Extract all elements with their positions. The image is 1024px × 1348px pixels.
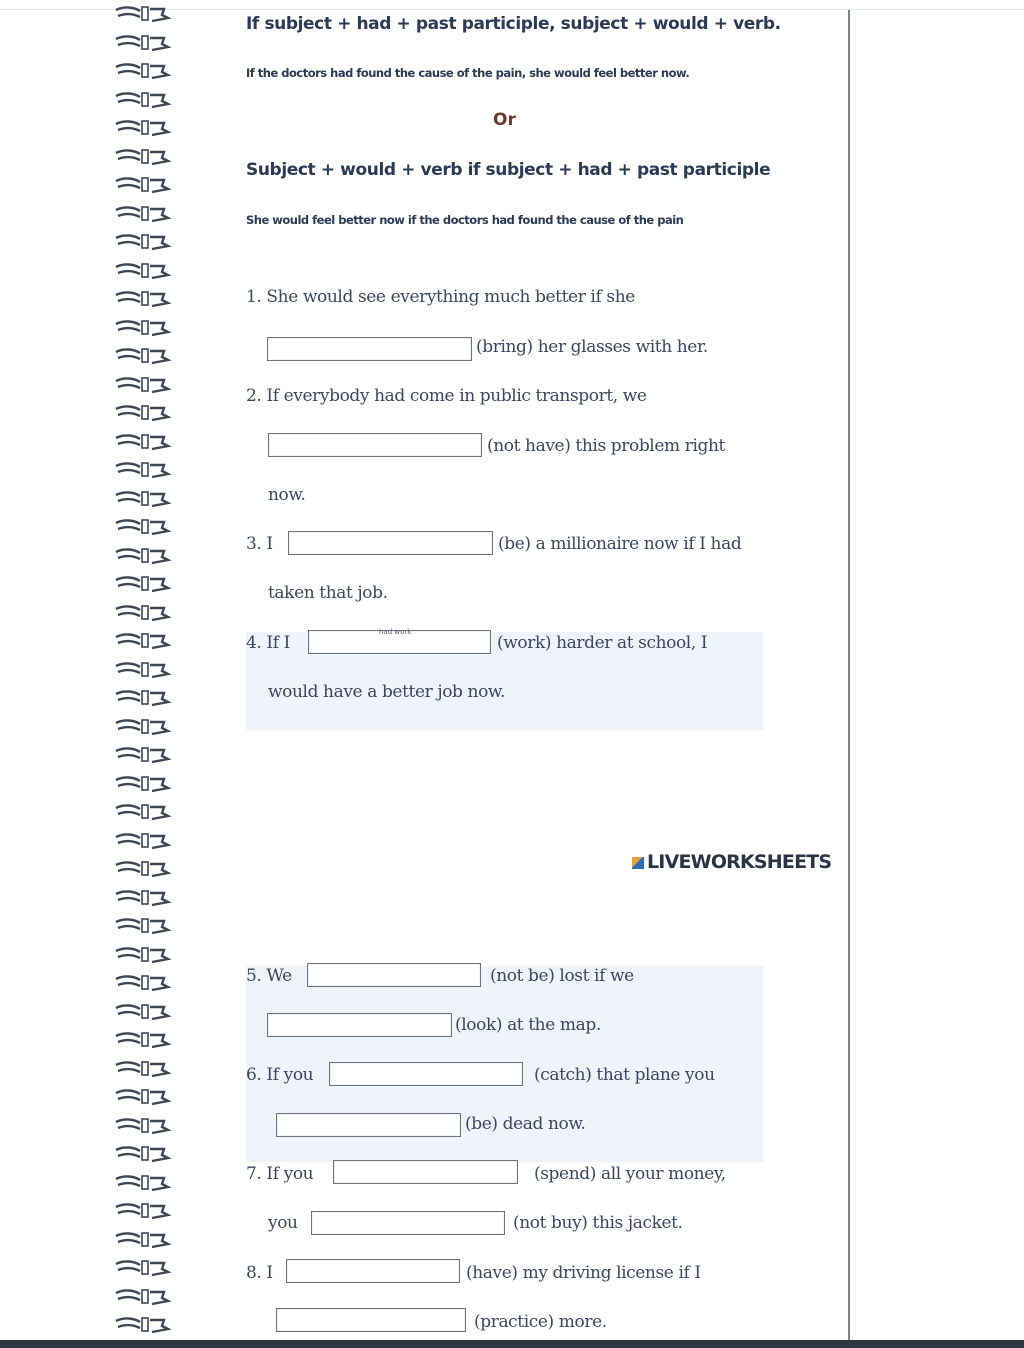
q5-hint-1: (not be) lost if we [490,966,634,986]
spiral-coil [112,859,172,879]
spiral-coil [112,660,172,680]
spiral-binding [112,0,172,1345]
spiral-coil [112,1315,172,1335]
q7-hint-2: (not buy) this jacket. [513,1213,683,1233]
spiral-coil [112,289,172,309]
spiral-coil [112,973,172,993]
q8-hint-2: (practice) more. [474,1312,607,1332]
spiral-coil [112,4,172,24]
spiral-coil [112,147,172,167]
spiral-coil [112,204,172,224]
spiral-coil [112,1201,172,1221]
spiral-coil [112,517,172,537]
spiral-coil [112,603,172,623]
example-sentence-1: If the doctors had found the cause of the pain, she would feel better now. [246,66,690,80]
spiral-coil [112,90,172,110]
q7-hint-1: (spend) all your money, [534,1164,726,1184]
q2-answer-input[interactable] [268,433,482,457]
q3-text-end: taken that job. [268,583,388,603]
q2-text: 2. If everybody had come in public transport, we [246,386,647,406]
spiral-coil [112,261,172,281]
q1-hint: (bring) her glasses with her. [476,337,708,357]
spiral-coil [112,574,172,594]
spiral-coil [112,375,172,395]
q5-answer-input-2[interactable] [267,1013,452,1037]
spiral-coil [112,688,172,708]
q6-answer-input-1[interactable] [329,1062,523,1086]
q8-hint-1: (have) my driving license if I [466,1263,701,1283]
spiral-coil [112,489,172,509]
or-label: Or [493,110,516,130]
grammar-rule-2: Subject + would + verb if subject + had + past participle [246,160,771,180]
q4-answer-input[interactable]: had work [308,630,491,654]
spiral-coil [112,1230,172,1250]
liveworksheets-logo-icon [632,857,644,869]
spiral-coil [112,745,172,765]
q3-prefix: 3. I [246,534,273,554]
spiral-coil [112,33,172,53]
spiral-coil [112,432,172,452]
spiral-coil [112,546,172,566]
q7-answer-input-2[interactable] [311,1211,505,1235]
spiral-coil [112,1173,172,1193]
right-blank-area [850,10,1024,1340]
q4-text-end: would have a better job now. [268,682,506,702]
spiral-coil [112,774,172,794]
spiral-coil [112,802,172,822]
spiral-coil [112,1002,172,1022]
q5-answer-input-1[interactable] [307,963,481,987]
spiral-coil [112,118,172,138]
spiral-coil [112,346,172,366]
q2-text-end: now. [268,485,306,505]
spiral-coil [112,1116,172,1136]
spiral-coil [112,1144,172,1164]
spiral-coil [112,460,172,480]
q8-prefix: 8. I [246,1263,273,1283]
spiral-coil [112,888,172,908]
q3-hint: (be) a millionaire now if I had [498,534,742,554]
spiral-coil [112,945,172,965]
spiral-coil [112,1087,172,1107]
q8-answer-input-1[interactable] [286,1259,460,1283]
spiral-coil [112,403,172,423]
example-sentence-2: She would feel better now if the doctors had found the cause of the pain [246,213,684,227]
spiral-coil [112,175,172,195]
spiral-coil [112,232,172,252]
q2-hint: (not have) this problem right [487,436,725,456]
q6-prefix: 6. If you [246,1065,314,1085]
q8-answer-input-2[interactable] [276,1308,466,1332]
q7-answer-input-1[interactable] [333,1160,518,1184]
q7-prefix: 7. If you [246,1164,314,1184]
spiral-coil [112,717,172,737]
q6-answer-input-2[interactable] [276,1113,461,1137]
spiral-coil [112,916,172,936]
grammar-rule-1: If subject + had + past participle, subject + would + verb. [246,14,781,34]
q4-prefix: 4. If I [246,633,290,653]
q1-text: 1. She would see everything much better if she [246,287,635,307]
q5-hint-2: (look) at the map. [455,1015,601,1035]
spiral-coil [112,1287,172,1307]
q4-hint: (work) harder at school, I [497,633,708,653]
liveworksheets-logo: LIVEWORKSHEETS [632,851,831,873]
spiral-coil [112,1030,172,1050]
q3-answer-input[interactable] [288,531,493,555]
spiral-coil [112,61,172,81]
q6-hint-1: (catch) that plane you [534,1065,715,1085]
q6-hint-2: (be) dead now. [465,1114,586,1134]
spiral-coil [112,631,172,651]
q7-prefix-2: you [268,1213,298,1233]
spiral-coil [112,318,172,338]
spiral-coil [112,831,172,851]
spiral-coil [112,1059,172,1079]
q5-prefix: 5. We [246,966,292,986]
q1-answer-input[interactable] [267,337,472,361]
spiral-coil [112,1258,172,1278]
